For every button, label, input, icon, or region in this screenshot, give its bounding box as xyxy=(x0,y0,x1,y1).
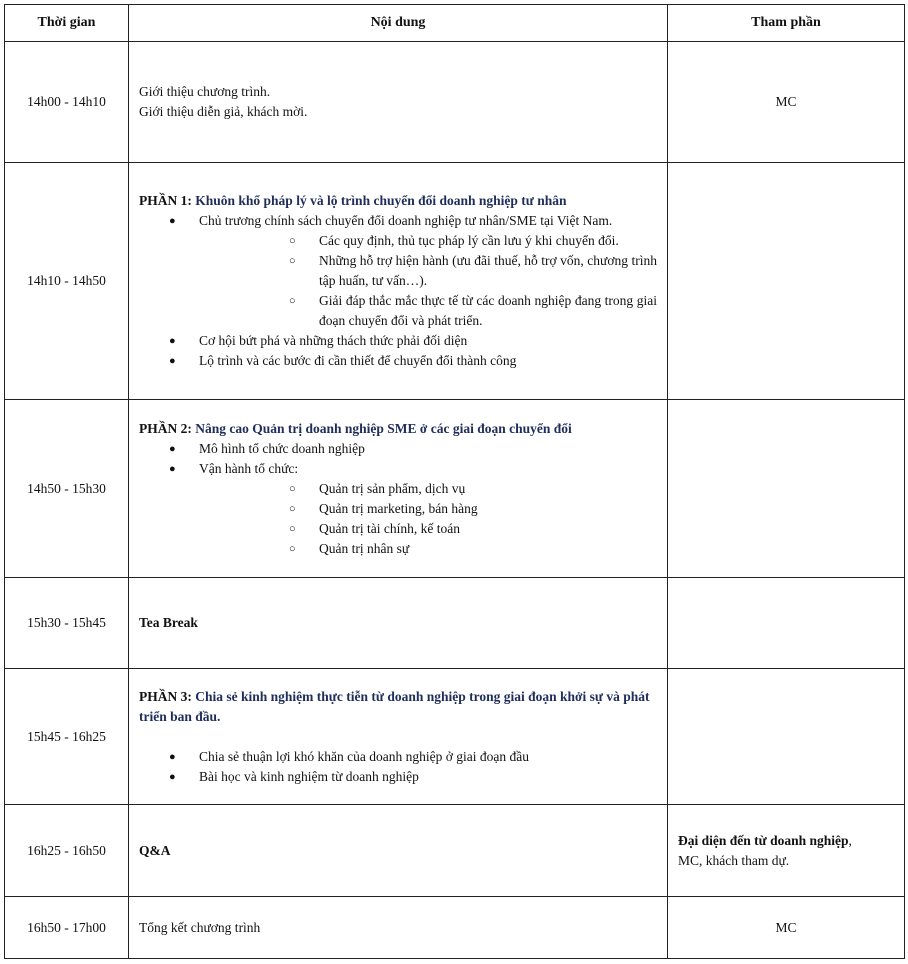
sub-list-item: ○ Các quy định, thủ tục pháp lý cần lưu ý khi chuyển đổi. xyxy=(199,231,657,251)
content-cell xyxy=(129,400,668,578)
sub-list-item: ○ Quản trị sản phẩm, dịch vụ xyxy=(199,479,657,499)
time-cell: 14h00 - 14h10 xyxy=(5,42,129,163)
table-row xyxy=(5,400,905,578)
sub-list-item: ○ Quản trị tài chính, kế toán xyxy=(199,519,657,539)
phase-heading xyxy=(139,419,657,439)
sub-list-item: ○ Quản trị nhân sự xyxy=(199,539,657,559)
participants-cell xyxy=(668,805,905,897)
sub-list-item: ○ Giải đáp thắc mắc thực tế từ các doanh nghiệp đang trong giai đoạn chuyển đổi và phát triển. xyxy=(199,291,657,331)
sub-list-item: ○ Những hỗ trợ hiện hành (ưu đãi thuế, hỗ trợ vốn, chương trình tập huấn, tư vấn…). xyxy=(199,251,657,291)
content-cell: Q&A xyxy=(129,805,668,897)
list-item-text: Vận hành tổ chức: xyxy=(199,460,299,476)
content-cell xyxy=(129,163,668,400)
header-time: Thời gian xyxy=(5,5,129,42)
table-row xyxy=(5,805,905,897)
content-cell xyxy=(129,42,668,163)
participants-rest: , xyxy=(848,832,852,848)
bullet-list xyxy=(139,211,657,371)
bullet-list xyxy=(139,439,657,559)
time-cell: 15h30 - 15h45 xyxy=(5,578,129,669)
content-line: Giới thiệu chương trình. xyxy=(139,84,271,99)
table-row xyxy=(5,669,905,805)
header-row xyxy=(5,5,905,42)
participants-cell xyxy=(668,578,905,669)
participants-line xyxy=(678,831,894,851)
agenda-table xyxy=(4,4,905,959)
header-content: Nội dung xyxy=(129,5,668,42)
sub-list xyxy=(199,479,657,559)
table-row xyxy=(5,42,905,163)
content-cell: Tổng kết chương trình xyxy=(129,897,668,959)
time-cell: 15h45 - 16h25 xyxy=(5,669,129,805)
header-participants: Tham phần xyxy=(668,5,905,42)
phase-title: Khuôn khổ pháp lý và lộ trình chuyển đổi doanh nghiệp tư nhân xyxy=(195,193,567,208)
phase-label: PHẦN 3: xyxy=(139,688,192,704)
participants-cell xyxy=(668,400,905,578)
content-line: Giới thiệu diễn giả, khách mời. xyxy=(139,104,308,119)
content-cell xyxy=(129,669,668,805)
phase-label: PHẦN 1: xyxy=(139,193,192,208)
phase-label: PHẦN 2: xyxy=(139,420,192,436)
sub-list xyxy=(199,231,657,331)
list-item: ● Lộ trình và các bước đi cần thiết để chuyển đổi thành công xyxy=(139,351,657,371)
participants-bold: Đại diện đến từ doanh nghiệp xyxy=(678,832,849,848)
participants-cell: MC xyxy=(668,42,905,163)
phase-title: Chia sẻ kinh nghiệm thực tiễn từ doanh nghiệp trong giai đoạn khởi sự và phát triển ban đầu. xyxy=(139,688,650,724)
list-item: ● Bài học và kinh nghiệm từ doanh nghiệp xyxy=(139,767,657,787)
time-cell: 14h10 - 14h50 xyxy=(5,163,129,400)
list-item xyxy=(139,459,657,559)
participants-cell xyxy=(668,669,905,805)
bullet-list xyxy=(139,747,657,787)
phase-heading xyxy=(139,191,657,211)
sub-list-item: ○ Quản trị marketing, bán hàng xyxy=(199,499,657,519)
spacer xyxy=(139,727,657,747)
table-row xyxy=(5,163,905,400)
content-cell: Tea Break xyxy=(129,578,668,669)
table-row xyxy=(5,578,905,669)
time-cell: 14h50 - 15h30 xyxy=(5,400,129,578)
list-item: ● Mô hình tổ chức doanh nghiệp xyxy=(139,439,657,459)
list-item: ● Cơ hội bứt phá và những thách thức phải đối diện xyxy=(139,331,657,351)
phase-heading xyxy=(139,687,657,727)
participants-cell: MC xyxy=(668,897,905,959)
participants-line: MC, khách tham dự. xyxy=(678,852,790,868)
time-cell: 16h50 - 17h00 xyxy=(5,897,129,959)
list-item xyxy=(139,211,657,331)
time-cell: 16h25 - 16h50 xyxy=(5,805,129,897)
phase-title: Nâng cao Quản trị doanh nghiệp SME ở các giai đoạn chuyển đổi xyxy=(195,420,572,436)
list-item-text: Chủ trương chính sách chuyển đổi doanh nghiệp tư nhân/SME tại Việt Nam. xyxy=(199,213,613,228)
table-row xyxy=(5,897,905,959)
list-item: ● Chia sẻ thuận lợi khó khăn của doanh nghiệp ở giai đoạn đầu xyxy=(139,747,657,767)
participants-cell xyxy=(668,163,905,400)
